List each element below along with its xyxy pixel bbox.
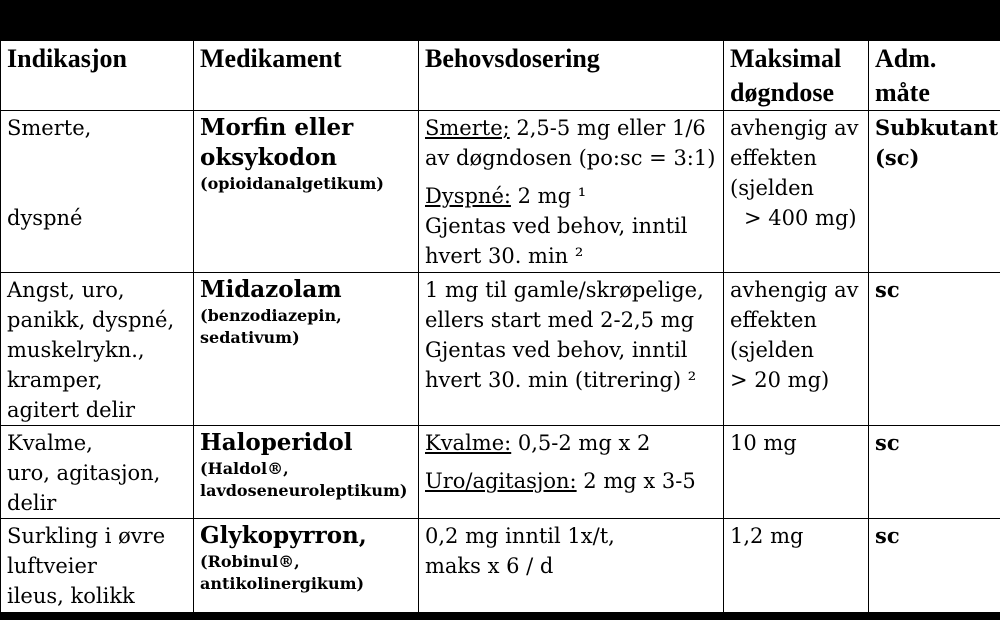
behovsdosering-cell: Kvalme: 0,5-2 mg x 2 Uro/agitasjon: 2 mg x 3-5 [419, 426, 724, 519]
maks-cell: 1,2 mg [724, 519, 869, 614]
adm-cell: Subkutant (sc) [869, 111, 1000, 273]
table-row [1, 111, 1000, 273]
adm-cell: sc [869, 273, 1000, 426]
header-maksimal-dogndose: Maksimal døgndose [724, 41, 869, 111]
adm-cell: sc [869, 426, 1000, 519]
indikasjon-cell: Smerte, dyspné [1, 111, 194, 273]
table-header-row [1, 41, 1000, 111]
maks-cell: avhengig av effekten (sjelden > 400 mg) [724, 111, 869, 273]
behovsdosering-cell: 1 mg til gamle/skrøpelige, ellers start med 2-2,5 mg Gjentas ved behov, inntil hvert 30. min (titrering) ² [419, 273, 724, 426]
medikament-cell: Morfin eller oksykodon (opioidanalgetikum) [194, 111, 419, 273]
maks-cell: avhengig av effekten (sjelden > 20 mg) [724, 273, 869, 426]
medication-table [0, 40, 1000, 614]
top-black-bar [0, 0, 1000, 40]
maks-cell: 10 mg [724, 426, 869, 519]
table-row [1, 519, 1000, 614]
medication-table-sheet [0, 40, 1000, 612]
header-indikasjon: Indikasjon [1, 41, 194, 111]
table-row [1, 273, 1000, 426]
indikasjon-cell: Kvalme, uro, agitasjon, delir [1, 426, 194, 519]
behovsdosering-cell: Smerte; 2,5-5 mg eller 1/6 av døgndosen (po:sc = 3:1) Dyspné: 2 mg ¹ Gjentas ved behov, inntil hvert 30. min ² [419, 111, 724, 273]
medikament-cell: Haloperidol (Haldol®, lavdoseneuroleptikum) [194, 426, 419, 519]
behovsdosering-cell: 0,2 mg inntil 1x/t, maks x 6 / d [419, 519, 724, 614]
adm-cell: sc [869, 519, 1000, 614]
medikament-cell: Glykopyrron, (Robinul®, antikolinergikum) [194, 519, 419, 614]
indikasjon-cell: Surkling i øvre luftveier ileus, kolikk [1, 519, 194, 614]
table-row [1, 426, 1000, 519]
header-behovsdosering: Behovsdosering [419, 41, 724, 111]
medikament-cell: Midazolam (benzodiazepin, sedativum) [194, 273, 419, 426]
indikasjon-cell: Angst, uro, panikk, dyspné, muskelrykn., kramper, agitert delir [1, 273, 194, 426]
header-medikament: Medikament [194, 41, 419, 111]
header-adm-mate: Adm. måte [869, 41, 1000, 111]
